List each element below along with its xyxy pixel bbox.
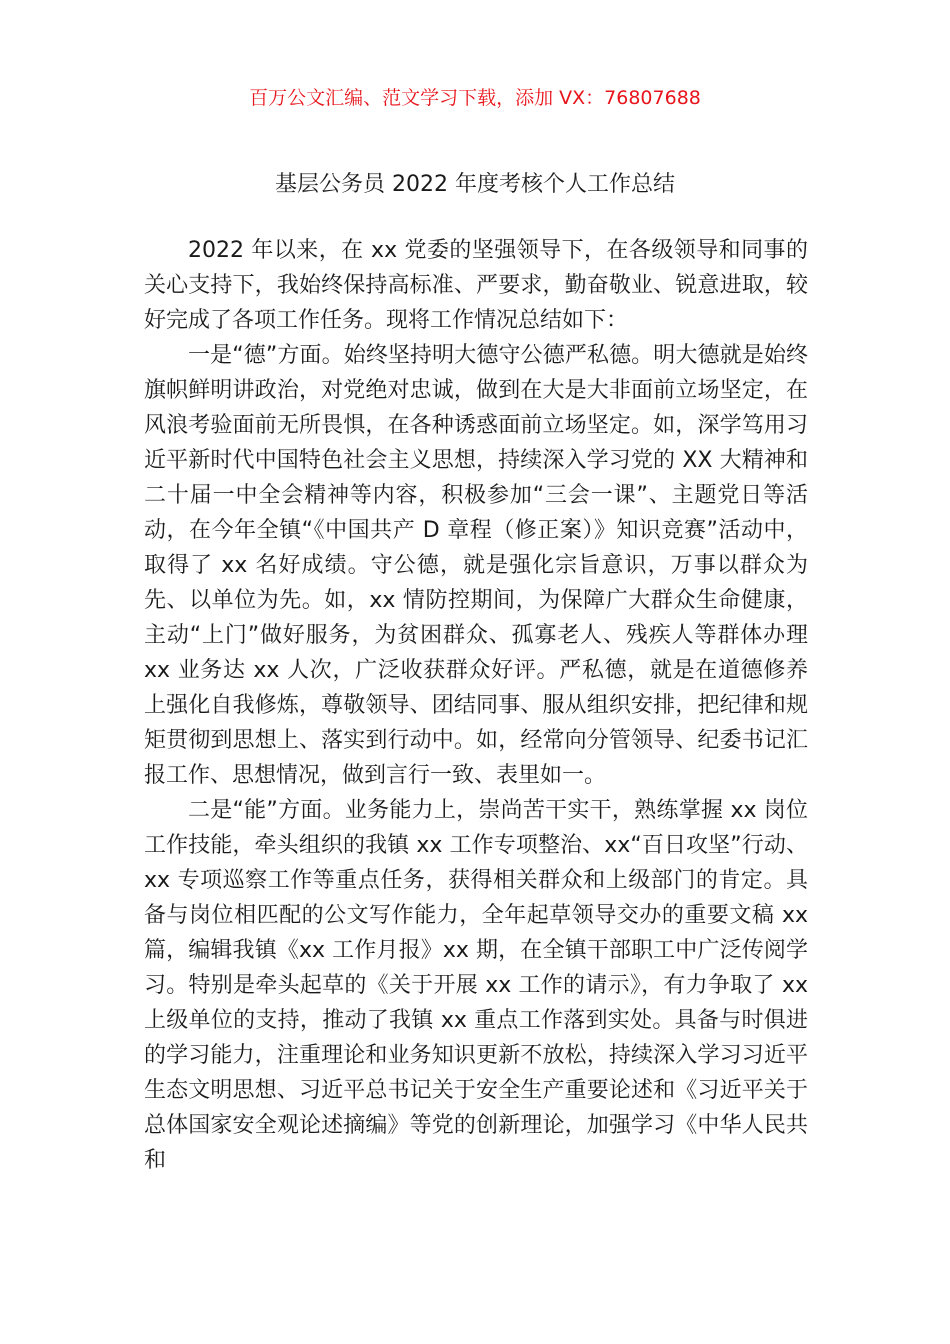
paragraph-intro: 2022 年以来，在 xx 党委的坚强领导下，在各级领导和同事的关心支持下，我始终保持高标准、严要求，勤奋敬业、锐意进取，较好完成了各项工作任务。现将工作情况总结如下： [144, 238, 808, 333]
page-title: 基层公务员 2022 年度考核个人工作总结 [275, 172, 675, 197]
promo-banner: 百万公文汇编、范文学习下载，添加 VX：76807688 [249, 87, 701, 109]
paragraph-ability: 二是“能”方面。业务能力上，崇尚苦干实干，熟练掌握 xx 岗位工作技能，牵头组织的我镇 xx 工作专项整治、xx“百日攻坚”行动、xx 专项巡察工作等重点任务，获得相关群众和上级部门的肯定。具备与岗位相匹配的公文写作能力，全年起草领导交办的重要文稿 xx 篇，编辑我镇《xx 工作月报》xx 期，在全镇干部职工中广泛传阅学习。特别是牵头起草的《关于开展 xx 工作的请示》，有力争取了 xx 上级单位的支持，推动了我镇 xx 重点工作落到实处。具备与时俱进的学习能力，注重理论和业务知识更新不放松，持续深入学习习近平生态文明思想、习近平总书记关于安全生产重要论述和《习近平关于总体国家安全观论述摘编》等党的创新理论，加强学习《中华人民共和 [144, 798, 808, 1173]
paragraph-morality: 一是“德”方面。始终坚持明大德守公德严私德。明大德就是始终旗帜鲜明讲政治，对党绝对忠诚，做到在大是大非面前立场坚定，在风浪考验面前无所畏惧，在各种诱惑面前立场坚定。如，深学笃用习近平新时代中国特色社会主义思想，持续深入学习党的 XX 大精神和二十届一中全会精神等内容，积极参加“三会一课”、主题党日等活动，在今年全镇“《中国共产 D 章程（修正案）》知识竞赛”活动中，取得了 xx 名好成绩。守公德，就是强化宗旨意识，万事以群众为先、以单位为先。如，xx 情防控期间，为保障广大群众生命健康，主动“上门”做好服务，为贫困群众、孤寡老人、残疾人等群体办理 xx 业务达 xx 人次，广泛收获群众好评。严私德，就是在道德修养上强化自我修炼，尊敬领导、团结同事、服从组织安排，把纪律和规矩贯彻到思想上、落实到行动中。如，经常向分管领导、纪委书记汇报工作、思想情况，做到言行一致、表里如一。 [144, 343, 808, 788]
document-body [144, 233, 808, 1178]
